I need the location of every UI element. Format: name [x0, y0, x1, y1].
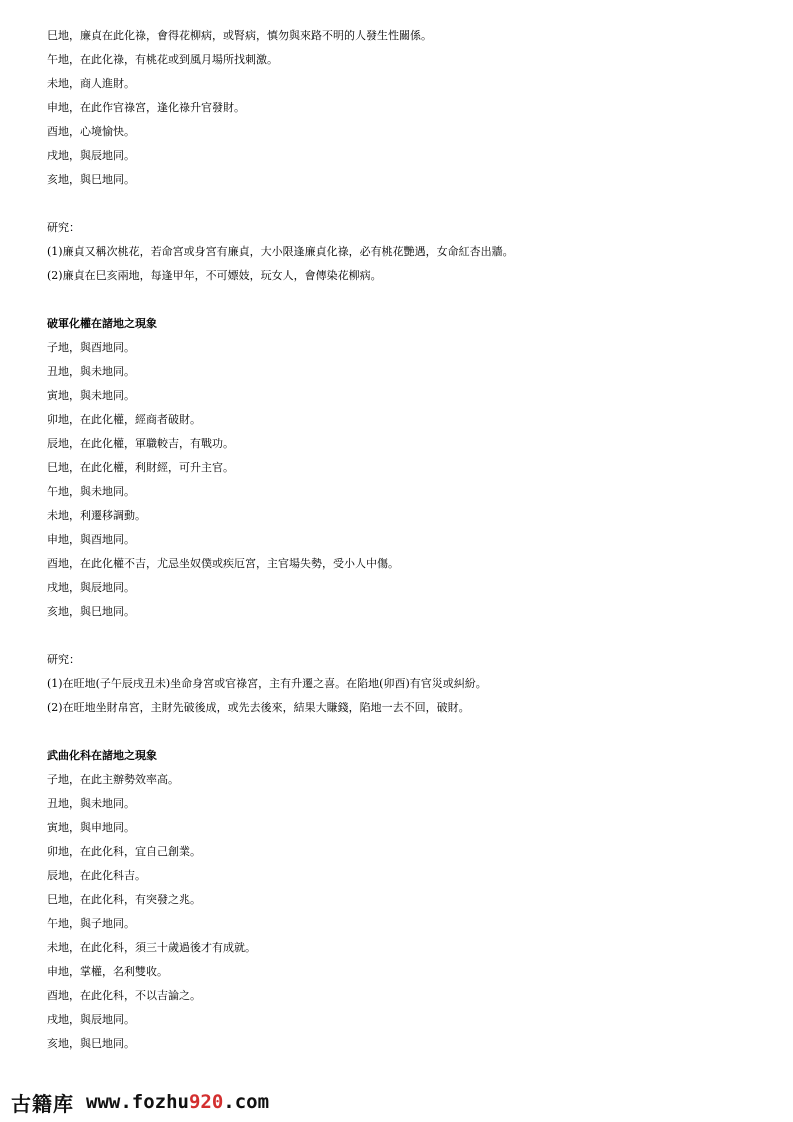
text-line: 酉地，在此化科，不以吉論之。: [47, 989, 201, 1002]
text-line: 子地，在此主辦勢效率高。: [47, 773, 179, 786]
text-line: 辰地，在此化權，軍職較吉，有戰功。: [47, 437, 234, 450]
text-line: 午地，與子地同。: [47, 917, 135, 930]
text-line: 申地，掌權，名利雙收。: [47, 965, 168, 978]
research-title: 研究：: [47, 653, 80, 666]
text-line: 酉地，心境愉快。: [47, 125, 135, 138]
text-line: 丑地，與未地同。: [47, 365, 135, 378]
text-line: 申地，與酉地同。: [47, 533, 135, 546]
research-item: (2)在旺地坐財帛宮，主財先破後成，或先去後來，結果大賺錢，陷地一去不回，破財。: [47, 701, 470, 714]
spacer: [47, 192, 767, 216]
text-line: 巳地，廉貞在此化祿，會得花柳病，或腎病，慎勿與來路不明的人發生性關係。: [47, 29, 432, 42]
text-line: 午地，在此化祿，有桃花或到風月場所找刺激。: [47, 53, 278, 66]
text-line: 巳地，在此化科，有突發之兆。: [47, 893, 201, 906]
text-line: 申地，在此作官祿宮，逢化祿升官發財。: [47, 101, 245, 114]
text-line: 卯地，在此化科，宜自己創業。: [47, 845, 201, 858]
text-line: 子地，與酉地同。: [47, 341, 135, 354]
text-line: 戌地，與辰地同。: [47, 581, 135, 594]
site-watermark: [11, 1086, 269, 1118]
text-line: 亥地，與巳地同。: [47, 605, 135, 618]
text-line: 未地，商人進財。: [47, 77, 135, 90]
text-line: 未地，利遷移調動。: [47, 509, 146, 522]
text-line: 亥地，與巳地同。: [47, 173, 135, 186]
text-line: 戌地，與辰地同。: [47, 149, 135, 162]
text-line: 辰地，在此化科吉。: [47, 869, 146, 882]
text-line: 寅地，與未地同。: [47, 389, 135, 402]
section-heading: 武曲化科在諸地之現象: [47, 749, 157, 762]
research-item: (1)廉貞又稱次桃花，若命宮或身宮有廉貞，大小限逢廉貞化祿，必有桃花艷遇，女命紅杏出牆。: [47, 245, 514, 258]
text-line: 巳地，在此化權，利財經，可升主官。: [47, 461, 234, 474]
site-name: 古籍库: [11, 1091, 74, 1116]
section-heading: 破軍化權在諸地之現象: [47, 317, 157, 330]
text-line: 戌地，與辰地同。: [47, 1013, 135, 1026]
document-body: [47, 24, 767, 1056]
text-line: 未地，在此化科，須三十歲過後才有成就。: [47, 941, 256, 954]
text-line: 酉地，在此化權不吉，尤忌坐奴僕或疾厄宮，主官場失勢，受小人中傷。: [47, 557, 399, 570]
url-prefix: www.fozhu: [86, 1091, 189, 1113]
spacer: [47, 624, 767, 648]
text-line: 午地，與未地同。: [47, 485, 135, 498]
research-item: (2)廉貞在巳亥兩地，每逢甲年，不可嫖妓，玩女人，會傳染花柳病。: [47, 269, 382, 282]
site-url[interactable]: [86, 1091, 269, 1113]
text-line: 亥地，與巳地同。: [47, 1037, 135, 1050]
spacer: [47, 288, 767, 312]
text-line: 寅地，與申地同。: [47, 821, 135, 834]
spacer: [47, 720, 767, 744]
research-title: 研究：: [47, 221, 80, 234]
url-suffix: .com: [223, 1091, 270, 1113]
research-item: (1)在旺地(子午辰戌丑未)坐命身宮或官祿宮，主有升遷之喜。在陷地(卯酉)有官災或糾紛。: [47, 677, 487, 690]
text-line: 丑地，與未地同。: [47, 797, 135, 810]
url-accent: 920: [188, 1091, 224, 1113]
text-line: 卯地，在此化權，經商者破財。: [47, 413, 201, 426]
